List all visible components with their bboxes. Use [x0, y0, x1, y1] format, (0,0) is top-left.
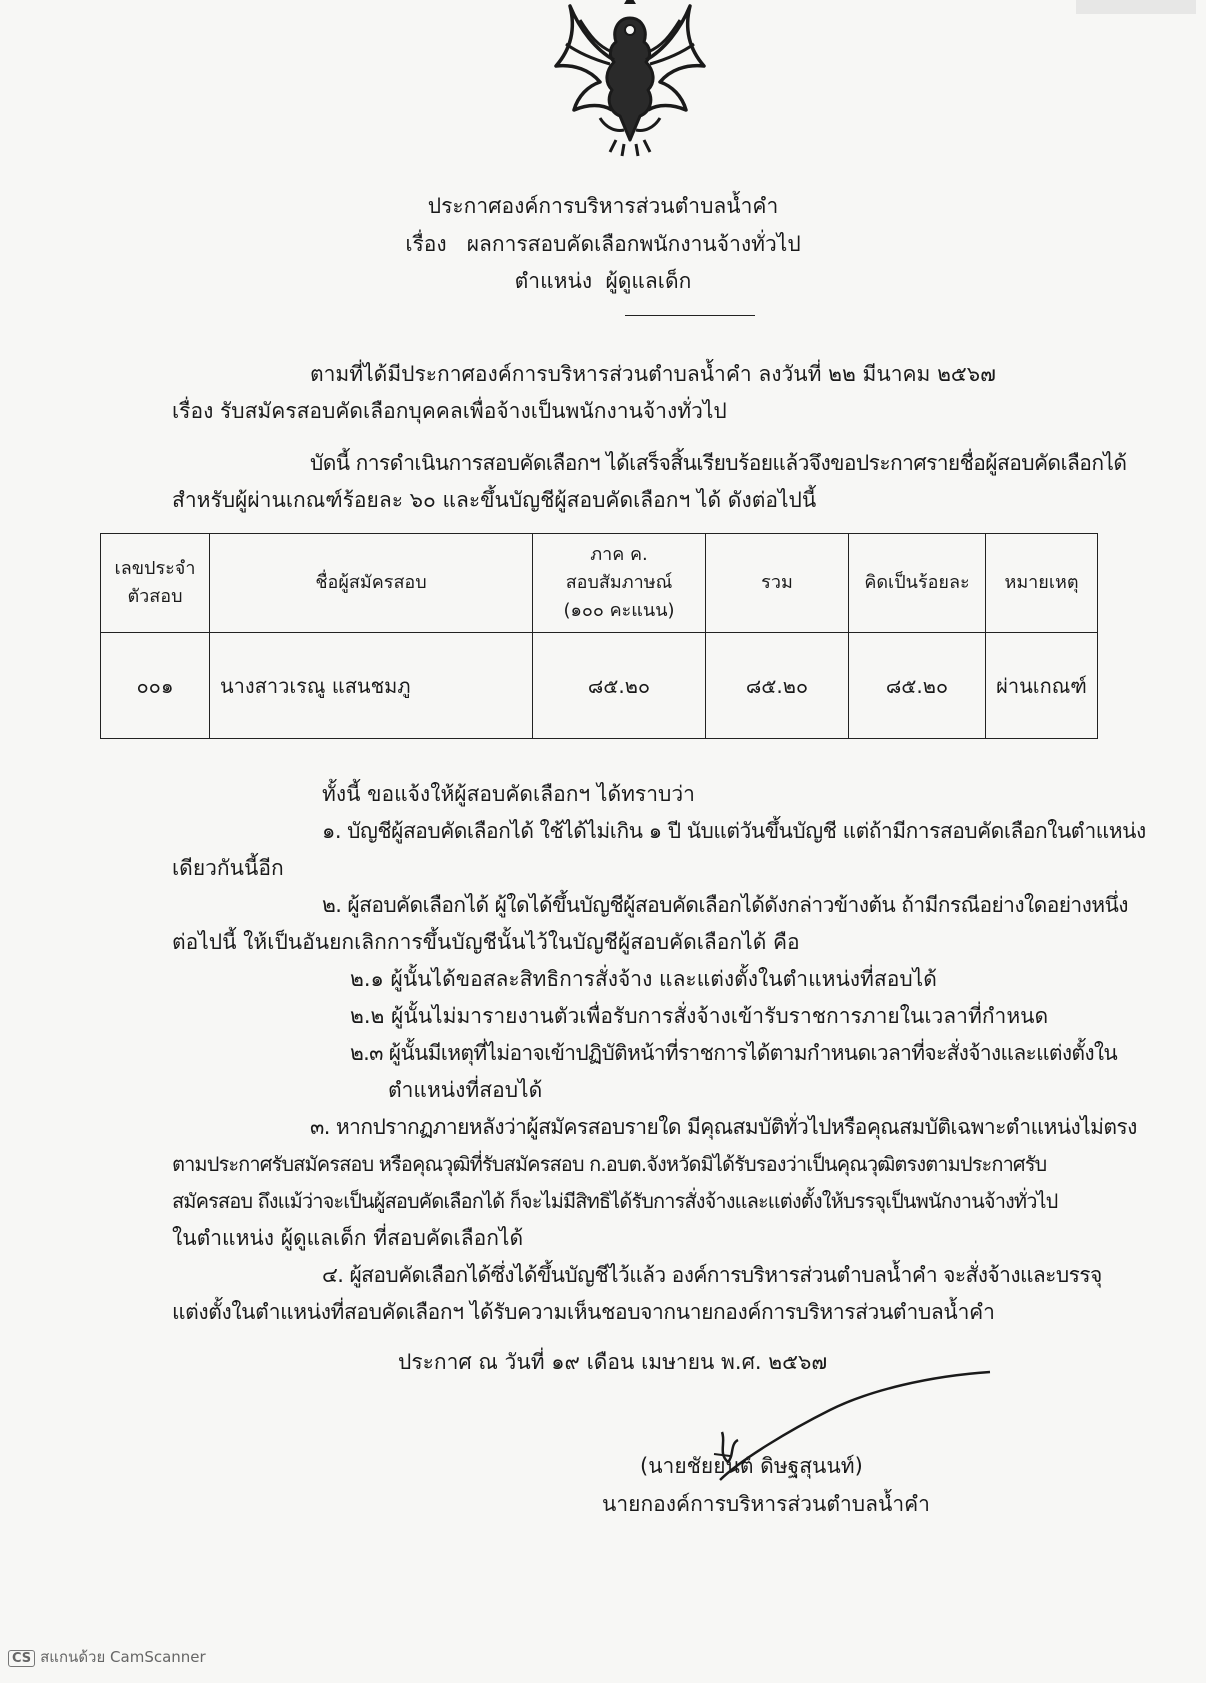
signatory-name: (นายชัยยนต์ ดิษฐสุนนท์)	[640, 1454, 863, 1478]
intro-para1-line2: เรื่อง รับสมัครสอบคัดเลือกบุคคลเพื่อจ้างเป็นพนักงานจ้างทั่วไป	[172, 399, 727, 423]
col-id-header-l2: ตัวสอบ	[127, 586, 183, 607]
note2-line1: ๒. ผู้สอบคัดเลือกได้ ผู้ใดได้ขึ้นบัญชีผู้สอบคัดเลือกได้ดังกล่าวข้างต้น ถ้ามีกรณีอย่างใดอย่างหนึ่ง	[322, 893, 1128, 917]
table-row	[101, 633, 1098, 739]
subject-line	[0, 228, 1206, 261]
camscanner-text: สแกนด้วย CamScanner	[40, 1648, 206, 1666]
position-line	[0, 265, 1206, 298]
note3-line1: ๓. หากปรากฏภายหลังว่าผู้สมัครสอบรายใด มีคุณสมบัติทั่วไปหรือคุณสมบัติเฉพาะตำแหน่งไม่ตรง	[310, 1115, 1137, 1139]
col-name-header: ชื่อผู้สมัครสอบ	[210, 534, 533, 633]
col-score-header	[533, 534, 706, 633]
note4-line1: ๔. ผู้สอบคัดเลือกได้ซึ่งได้ขึ้นบัญชีไว้แล้ว องค์การบริหารส่วนตำบลน้ำคำ จะสั่งจ้างและบรรจุ	[322, 1263, 1102, 1287]
intro-para2-line2: สำหรับผู้ผ่านเกณฑ์ร้อยละ ๖๐ และขึ้นบัญชีผู้สอบคัดเลือกฯ ได้ ดังต่อไปนี้	[172, 488, 817, 512]
cell-name: นางสาวเรณู แสนชมภู	[210, 633, 533, 739]
scan-smudge	[1076, 0, 1196, 14]
table-header-row	[101, 534, 1098, 633]
note2-2: ๒.๒ ผู้นั้นไม่มารายงานตัวเพื่อรับการสั่งจ้างเข้ารับราชการภายในเวลาที่กำหนด	[350, 1004, 1049, 1028]
col-remark-header: หมายเหตุ	[986, 534, 1098, 633]
subject-text: ผลการสอบคัดเลือกพนักงานจ้างทั่วไป	[466, 232, 801, 256]
announcement-title: ประกาศองค์การบริหารส่วนตำบลน้ำคำ	[427, 194, 779, 218]
note2-3-line1: ๒.๓ ผู้นั้นมีเหตุที่ไม่อาจเข้าปฏิบัติหน้าที่ราชการได้ตามกำหนดเวลาที่จะสั่งจ้างและแต่งตั้งใน	[350, 1041, 1118, 1065]
note1-line1: ๑. บัญชีผู้สอบคัดเลือกได้ ใช้ได้ไม่เกิน ๑ ปี นับแต่วันขึ้นบัญชี แต่ถ้ามีการสอบคัดเลือกในตำแหน่ง	[322, 819, 1146, 843]
col-percent-header: คิดเป็นร้อยละ	[849, 534, 986, 633]
note3-line4: ในตำแหน่ง ผู้ดูแลเด็ก ที่สอบคัดเลือกได้	[172, 1226, 524, 1250]
note2-3-line2: ตำแหน่งที่สอบได้	[388, 1078, 543, 1102]
position-label: ตำแหน่ง	[514, 269, 593, 293]
intro-para1-line1: ตามที่ได้มีประกาศองค์การบริหารส่วนตำบลน้ำคำ ลงวันที่ ๒๒ มีนาคม ๒๕๖๗	[310, 362, 996, 386]
col-score-header-l1: ภาค ค.	[590, 544, 648, 566]
col-score-header-l2: สอบสัมภาษณ์	[565, 572, 673, 594]
signatory-title: นายกองค์การบริหารส่วนตำบลน้ำคำ	[602, 1492, 930, 1516]
camscanner-logo-icon: CS	[8, 1650, 35, 1667]
note1-line2: เดียวกันนี้อีก	[172, 856, 284, 880]
cell-remark: ผ่านเกณฑ์	[986, 633, 1098, 739]
col-id-header-l1: เลขประจำ	[114, 558, 196, 580]
announce-date: ประกาศ ณ วันที่ ๑๙ เดือน เมษายน พ.ศ. ๒๕๖๗	[398, 1350, 828, 1374]
results-table	[100, 533, 1098, 739]
note2-line2: ต่อไปนี้ ให้เป็นอันยกเลิกการขึ้นบัญชีนั้นไว้ในบัญชีผู้สอบคัดเลือกได้ คือ	[172, 930, 800, 954]
col-total-header: รวม	[706, 534, 849, 633]
note3-line2: ตามประกาศรับสมัครสอบ หรือคุณวุฒิที่รับสมัครสอบ ก.อบต.จังหวัดมิได้รับรองว่าเป็นคุณวุฒิตรงตามประกาศรับ	[172, 1152, 1047, 1176]
cell-percent: ๘๕.๒๐	[849, 633, 986, 739]
note4-line2: แต่งตั้งในตำแหน่งที่สอบคัดเลือกฯ ได้รับความเห็นชอบจากนายกองค์การบริหารส่วนตำบลน้ำคำ	[172, 1300, 995, 1324]
notes-intro: ทั้งนี้ ขอแจ้งให้ผู้สอบคัดเลือกฯ ได้ทราบว่า	[322, 782, 695, 806]
col-id-header	[101, 534, 210, 633]
subject-label: เรื่อง	[405, 232, 447, 256]
position-text: ผู้ดูแลเด็ก	[605, 269, 692, 293]
cell-score: ๘๕.๒๐	[533, 633, 706, 739]
cell-id: ๐๐๑	[101, 633, 210, 739]
note2-1: ๒.๑ ผู้นั้นได้ขอสละสิทธิการสั่งจ้าง และแต่งตั้งในตำแหน่งที่สอบได้	[350, 967, 937, 991]
garuda-emblem-icon	[540, 0, 720, 160]
col-score-header-l3: (๑๐๐ คะแนน)	[563, 599, 675, 621]
header-divider	[625, 315, 755, 316]
intro-para2-line1: บัดนี้ การดำเนินการสอบคัดเลือกฯ ได้เสร็จสิ้นเรียบร้อยแล้วจึงขอประกาศรายชื่อผู้สอบคัดเลือกได้	[310, 451, 1127, 475]
note3-line3: สมัครสอบ ถึงแม้ว่าจะเป็นผู้สอบคัดเลือกได้ ก็จะไม่มีสิทธิได้รับการสั่งจ้างและแต่งตั้งให้บรรจุเป็นพนักงานจ้างทั่วไป	[172, 1189, 1058, 1213]
camscanner-watermark	[8, 1645, 206, 1669]
cell-total: ๘๕.๒๐	[706, 633, 849, 739]
